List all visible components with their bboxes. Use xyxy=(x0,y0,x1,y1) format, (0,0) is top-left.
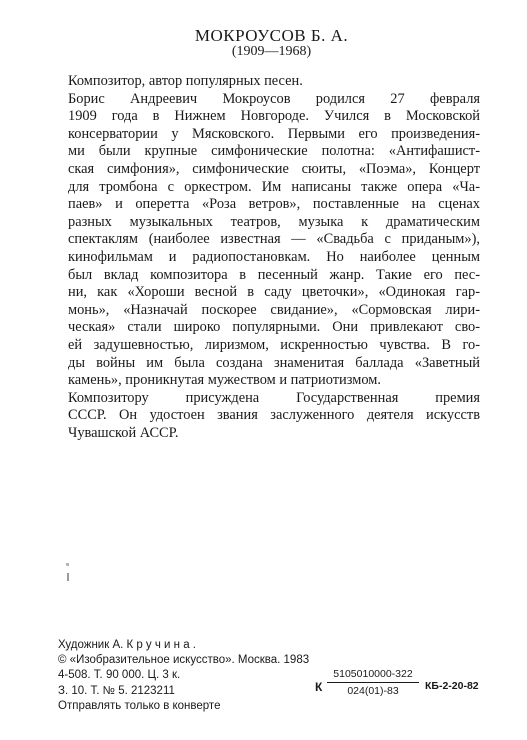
text-line: ческая» стали широко популярными. Они привлекают сво- xyxy=(68,319,480,336)
print-mark xyxy=(67,573,69,581)
text-line: для тромбона с оркестром. Им написаны также опера «Ча- xyxy=(68,178,480,195)
text-line: спектаклям (наиболее известная — «Свадьба с приданым»), xyxy=(68,231,480,248)
artist-name: Кручина. xyxy=(126,639,200,651)
text-line: Композитор, автор популярных песен. xyxy=(68,73,303,89)
text-line: паев» и оперетта «Роза ветров», поставленные на сценах xyxy=(68,196,480,213)
text-line: был вклад композитора в песенный жанр. Такие его пес- xyxy=(68,266,480,283)
publisher-line: © «Изобразительное искусство». Москва. 1983 xyxy=(58,654,310,667)
code-k-letter: К xyxy=(315,680,323,694)
text-line: СССР. Он удостоен звания заслуженного деятеля искусств xyxy=(68,407,480,424)
text-line: Чувашской АССР. xyxy=(68,424,179,441)
text-line: ми были крупные симфонические полотна: «Антифашист- xyxy=(68,143,480,160)
text-line: Борис Андреевич Мокроусов родился 27 февраля xyxy=(68,90,480,107)
composer-name: МОКРОУСОВ Б. А. xyxy=(194,26,349,45)
text-line: ей задушевностью, лиризмом, искренностью чувства. В го- xyxy=(68,336,480,353)
artist-credit xyxy=(58,638,488,653)
code-fraction xyxy=(327,667,419,698)
text-line: 1909 года в Нижнем Новгороде. Учился в Московской xyxy=(68,108,480,125)
text-line: монь», «Назначай поскорее свидание», «Сормовская лири- xyxy=(68,301,480,318)
artist-label: Художник А. xyxy=(58,639,124,651)
code-kb: КБ-2-20-82 xyxy=(425,680,479,692)
biography-text xyxy=(68,73,480,442)
mailing-note: Отправлять только в конверте xyxy=(58,699,221,712)
text-line: разных музыкальных театров, музыка к драматическим xyxy=(68,213,480,230)
text-line: Композитору присуждена Государственная премия xyxy=(68,389,480,406)
composer-years: (1909—1968) xyxy=(231,44,312,59)
text-line: кинофильмам и радиопостановкам. Но наиболее ценным xyxy=(68,248,480,265)
imprint-block xyxy=(58,638,488,714)
code-denominator: 024(01)-83 xyxy=(347,685,399,697)
text-line: консерватории у Мясковского. Первыми его произведения- xyxy=(68,125,480,142)
print-details-1: 4-508. Т. 90 000. Ц. 3 к. xyxy=(58,669,181,682)
code-numerator: 5105010000-322 xyxy=(327,667,419,683)
text-line: ская симфония», симфонические сюиты, «Поэма», Концерт xyxy=(68,160,480,177)
text-line: ды войны им была создана знаменитая баллада «Заветный xyxy=(68,354,480,371)
text-line: камень», проникнутая мужеством и патриотизмом. xyxy=(68,372,381,389)
text-line: ни, как «Хороши весной в саду цветочки», «Одинокая гар- xyxy=(68,284,480,301)
print-details-2: З. 10. Т. № 5. 2123211 xyxy=(58,684,175,697)
print-speck xyxy=(66,563,69,566)
